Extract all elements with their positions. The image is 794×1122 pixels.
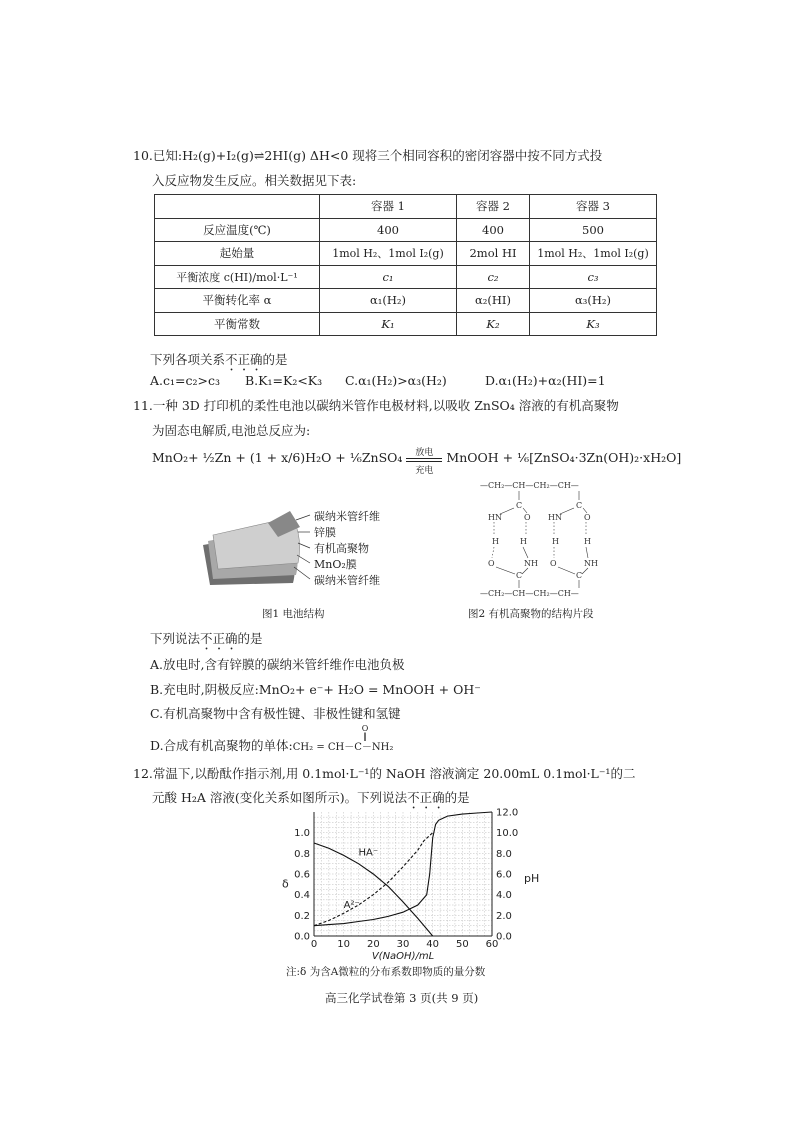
q11-option-a[interactable]: A.放电时,含有锌膜的碳纳米管纤维作电池负极 [150, 657, 405, 672]
polymer-structure-figure [478, 478, 618, 603]
y-right-tick-label: 6.0 [496, 869, 512, 881]
equation-left: MnO₂+ ½Zn + (1 + x/6)H₂O + ⅙ZnSO₄ [152, 450, 403, 465]
label-polymer: 有机高聚物 [314, 542, 369, 555]
svg-text:HN: HN [548, 513, 562, 522]
q11-option-c[interactable]: C.有机高聚物中含有极性键、非极性键和氢键 [150, 706, 401, 721]
question-suffix: 的是 [262, 352, 288, 367]
table-cell: K₂ [457, 312, 530, 336]
table-header-cell: 容器 1 [320, 195, 457, 219]
q11-option-b[interactable]: B.充电时,阴极反应:MnO₂+ e⁻+ H₂O = MnOOH + OH⁻ [150, 682, 481, 697]
titration-chart [270, 806, 560, 969]
stem-suffix: 的是 [444, 790, 470, 805]
y-left-tick-label: 1.0 [294, 828, 310, 840]
svg-text:H: H [492, 537, 499, 546]
svg-text:O: O [584, 513, 591, 522]
x-tick-label: 30 [396, 939, 410, 950]
x-tick-label: 20 [366, 939, 380, 950]
svg-text:—CH₂—CH—CH₂—CH—: —CH₂—CH—CH₂—CH— [480, 589, 579, 598]
emphasized-text: 不正确 [225, 352, 263, 367]
equation-right: MnOOH + ⅙[ZnSO₄·3Zn(OH)₂·xH₂O] [446, 450, 682, 465]
table-cell: 1mol H₂、1mol I₂(g) [530, 242, 657, 266]
y-left-tick-label: 0.2 [294, 910, 310, 922]
svg-text:C: C [576, 571, 583, 580]
q11-equation [152, 447, 682, 476]
svg-text:C: C [576, 501, 583, 510]
battery-label-list [314, 509, 380, 589]
y-left-tick-label: 0.4 [294, 890, 310, 902]
x-tick-label: 40 [426, 939, 440, 950]
carbonyl-oxygen: O ‖ [361, 724, 369, 741]
table-cell: 2mol HI [457, 242, 530, 266]
label-zinc-film: 锌膜 [314, 526, 336, 539]
y-left-axis-label: δ [282, 877, 289, 891]
y-right-tick-label: 10.0 [496, 828, 519, 840]
table-row [155, 289, 657, 313]
table-cell: 起始量 [155, 242, 320, 266]
page-footer: 高三化学试卷第 3 页(共 9 页) [325, 991, 479, 1005]
y-right-tick-label: 12.0 [496, 807, 519, 819]
table-cell: K₃ [530, 312, 657, 336]
q10-stem-line1: 10.已知:H₂(g)+I₂(g)⇌2HI(g) ΔH<0 现将三个相同容积的密闭容器中按不同方式投 [133, 148, 603, 163]
y-right-axis-label: pH [524, 872, 540, 886]
y-right-tick-label: 8.0 [496, 848, 512, 860]
q10-option-c[interactable]: C.α₁(H₂)>α₃(H₂) [345, 373, 447, 388]
label-carbon-fiber: 碳纳米管纤维 [314, 510, 380, 523]
monomer-formula [292, 724, 394, 753]
arrow-label-bottom: 充电 [415, 465, 434, 476]
table-row [155, 242, 657, 266]
fig1-caption: 图1 电池结构 [262, 608, 325, 620]
table-cell: 平衡常数 [155, 312, 320, 336]
table-cell: K₁ [320, 312, 457, 336]
svg-text:C: C [516, 501, 523, 510]
table-cell: α₃(H₂) [530, 289, 657, 313]
q10-option-a[interactable]: A.c₁=c₂>c₃ [150, 373, 220, 388]
q11-stem-line1: 11.一种 3D 打印机的柔性电池以碳纳米管作电极材料,以吸收 ZnSO₄ 溶液的有机高聚物 [133, 398, 619, 413]
q10-option-b[interactable]: B.K₁=K₂<K₃ [245, 373, 323, 388]
svg-text:O: O [488, 559, 495, 568]
y-left-tick-label: 0.6 [294, 869, 310, 881]
table-cell: c₃ [530, 265, 657, 289]
table-cell: α₂(HI) [457, 289, 530, 313]
y-right-tick-label: 4.0 [496, 890, 512, 902]
question-suffix: 的是 [237, 631, 263, 646]
table-cell: 400 [320, 218, 457, 242]
x-axis-label: V(NaOH)/mL [371, 951, 435, 962]
x-tick-label: 50 [455, 939, 469, 950]
q12-stem-line1: 12.常温下,以酚酞作指示剂,用 0.1mol·L⁻¹的 NaOH 溶液滴定 20.00mL 0.1mol·L⁻¹的二 [133, 766, 636, 781]
series-label-ha: HA⁻ [358, 847, 379, 859]
label-mno2-film: MnO₂膜 [314, 558, 357, 571]
x-tick-label: 10 [337, 939, 351, 950]
table-cell: 反应温度(℃) [155, 218, 320, 242]
table-cell: α₁(H₂) [320, 289, 457, 313]
svg-text:H: H [552, 537, 559, 546]
oxygen-label: O [361, 724, 369, 733]
svg-text:O: O [524, 513, 531, 522]
table-header-cell [155, 195, 320, 219]
option-text: D.合成有机高聚物的单体: [150, 738, 293, 753]
svg-text:H: H [584, 537, 591, 546]
table-row [155, 218, 657, 242]
question-prefix: 下列各项关系 [150, 352, 226, 367]
battery-structure-figure [198, 505, 418, 600]
q11-question [150, 629, 263, 653]
q11-option-d[interactable] [150, 724, 394, 754]
q10-question [150, 350, 288, 374]
chart-note: 注:δ 为含A微粒的分布系数即物质的量分数 [286, 966, 486, 978]
table-cell: 400 [457, 218, 530, 242]
x-tick-label: 0 [310, 939, 318, 950]
series-label-a2: A²⁻ [343, 900, 360, 912]
reversible-arrow [406, 447, 442, 476]
table-cell: 平衡转化率 α [155, 289, 320, 313]
y-right-tick-label: 0.0 [496, 931, 512, 943]
y-right-tick-label: 2.0 [496, 910, 512, 922]
y-left-tick-label: 0.8 [294, 848, 310, 860]
table-cell: 1mol H₂、1mol I₂(g) [320, 242, 457, 266]
svg-text:—CH₂—CH—CH₂—CH—: —CH₂—CH—CH₂—CH— [480, 481, 579, 490]
svg-text:NH: NH [524, 559, 538, 568]
q10-stem-line2: 入反应物发生反应。相关数据见下表: [152, 173, 357, 188]
question-prefix: 下列说法 [150, 631, 201, 646]
svg-text:O: O [550, 559, 557, 568]
q10-option-d[interactable]: D.α₁(H₂)+α₂(HI)=1 [485, 373, 606, 388]
table-header-cell: 容器 3 [530, 195, 657, 219]
label-carbon-fiber: 碳纳米管纤维 [314, 574, 380, 587]
y-left-tick-label: 0.0 [294, 931, 310, 943]
arrow-label-top: 放电 [415, 447, 434, 458]
table-cell: c₂ [457, 265, 530, 289]
emphasized-text: 不正确 [407, 790, 445, 805]
svg-text:HN: HN [488, 513, 502, 522]
stem-prefix: 元酸 H₂A 溶液(变化关系如图所示)。下列说法 [152, 790, 408, 805]
svg-text:H: H [520, 537, 527, 546]
table-header-cell: 容器 2 [457, 195, 530, 219]
q11-stem-line2: 为固态电解质,电池总反应为: [152, 423, 311, 438]
x-tick-label: 60 [485, 939, 499, 950]
chart-svg [270, 806, 560, 966]
table-header-row [155, 195, 657, 219]
table-row [155, 312, 657, 336]
fig2-caption: 图2 有机高聚物的结构片段 [468, 608, 594, 620]
emphasized-text: 不正确 [200, 631, 238, 646]
q10-data-table [154, 194, 657, 336]
table-cell: 500 [530, 218, 657, 242]
svg-text:NH: NH [584, 559, 598, 568]
svg-text:C: C [516, 571, 523, 580]
formula-text: CH₂ = CH－C－NH₂ [292, 742, 394, 753]
table-row [155, 265, 657, 289]
table-cell: 平衡浓度 c(HI)/mol·L⁻¹ [155, 265, 320, 289]
table-cell: c₁ [320, 265, 457, 289]
